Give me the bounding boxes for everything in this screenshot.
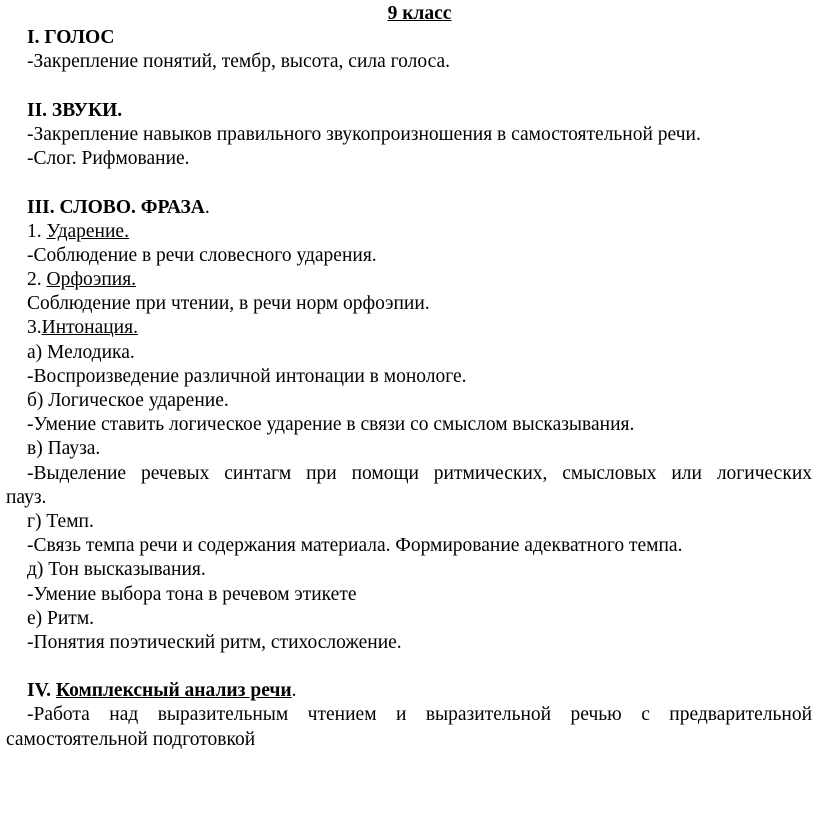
- section-text: -Соблюдение в речи словесного ударения.: [27, 244, 377, 266]
- subsection-stress: [6, 220, 812, 244]
- subsection-number: 1.: [27, 220, 47, 242]
- section-text: -Слог. Рифмование.: [27, 148, 190, 170]
- section-text: -Закрепление навыков правильного звукопроизношения в самостоятельной речи.: [27, 123, 701, 145]
- blank-line: [6, 655, 812, 679]
- subsection-number: 2.: [27, 269, 47, 291]
- list-item: -Умение выбора тона в речевом этикете: [27, 583, 357, 605]
- list-item: д) Тон высказывания.: [27, 559, 206, 581]
- blank-line: [6, 75, 812, 99]
- subsection-intonation: [6, 316, 812, 340]
- pause-text-continuation: пауз.: [6, 486, 47, 508]
- list-item: в) Пауза.: [27, 438, 101, 460]
- list-item: -Связь темпа речи и содержания материала. Формирование адекватного темпа.: [27, 535, 683, 557]
- section-heading-text: III. СЛОВО. ФРАЗА: [27, 196, 205, 218]
- section-heading-word-phrase: [6, 196, 812, 220]
- list-item: е) Ритм.: [27, 607, 95, 629]
- subsection-orthoepy: [6, 268, 812, 292]
- section-heading-number: IV.: [27, 680, 56, 702]
- heading-period: .: [204, 196, 210, 218]
- document-title: 9 класс: [387, 3, 452, 24]
- list-item: а) Мелодика.: [27, 341, 135, 363]
- subsection-number: 3.: [27, 317, 42, 339]
- list-item: б) Логическое ударение.: [27, 390, 229, 411]
- section-text-continuation: самостоятельной подготовкой: [6, 728, 256, 750]
- section-text: Соблюдение при чтении, в речи норм орфоэпии.: [27, 293, 430, 315]
- section-heading-complex-analysis: [6, 679, 812, 703]
- section-heading-voice: I. ГОЛОС: [27, 27, 115, 49]
- blank-line: [6, 171, 812, 195]
- section-text-line: -Работа над выразительным чтением и выразительной речью с предварительной: [27, 704, 812, 726]
- subsection-title: Орфоэпия.: [46, 269, 137, 291]
- list-item: -Понятия поэтический ритм, стихосложение.: [27, 631, 402, 653]
- heading-period: .: [291, 680, 297, 702]
- subsection-title: Ударение.: [46, 220, 129, 242]
- subsection-title: Интонация.: [41, 317, 138, 339]
- section-heading-title: Комплексный анализ речи: [55, 680, 292, 702]
- list-item: г) Темп.: [27, 510, 94, 532]
- section-text: -Закрепление понятий, тембр, высота, сила голоса.: [27, 51, 451, 73]
- list-item: -Умение ставить логическое ударение в связи со смыслом высказывания.: [27, 414, 635, 436]
- pause-text-line: -Выделение речевых синтагм при помощи ритмических, смысловых или логических: [27, 462, 812, 484]
- list-item: -Воспроизведение различной интонации в монологе.: [27, 365, 467, 387]
- section-heading-sounds: II. ЗВУКИ.: [27, 99, 123, 121]
